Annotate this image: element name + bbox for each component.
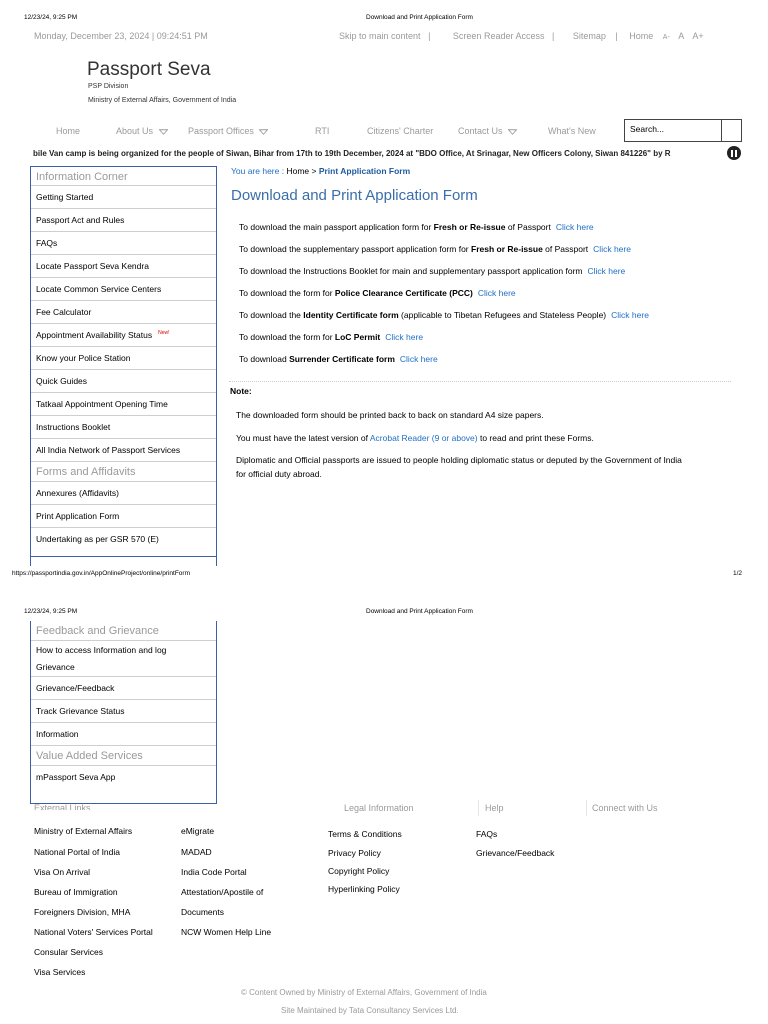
footer-link-attestation-cont[interactable]: Documents <box>181 907 224 917</box>
sidebar-item-quick-guides[interactable]: Quick Guides <box>31 370 216 393</box>
pause-icon[interactable] <box>727 146 741 160</box>
row-text: To download the main passport application form for <box>239 222 434 232</box>
download-row <box>239 288 516 298</box>
click-here-link[interactable]: Click here <box>593 244 631 254</box>
footer-link-grievance[interactable]: Grievance/Feedback <box>476 848 555 858</box>
footer-link-foreigners-division[interactable]: Foreigners Division, MHA <box>34 907 131 917</box>
nav-passport-offices[interactable] <box>188 126 268 136</box>
nav-contact-label: Contact Us <box>458 126 503 136</box>
copyright-text: © Content Owned by Ministry of External Affairs, Government of India <box>241 988 487 997</box>
footer-link-faqs[interactable]: FAQs <box>476 829 498 839</box>
sidebar-item-track-grievance[interactable]: Track Grievance Status <box>31 700 216 723</box>
search-button[interactable] <box>722 119 742 142</box>
sidebar-item-mpassport[interactable]: mPassport Seva App <box>36 772 116 782</box>
sidebar-item-label: Grievance <box>36 662 75 672</box>
footer-link-attestation[interactable]: Attestation/Apostile of <box>181 887 264 897</box>
nav-about-us[interactable] <box>116 126 168 136</box>
download-row <box>239 244 631 254</box>
sidebar-item-network[interactable]: All India Network of Passport Services <box>31 439 216 462</box>
sitemap-link[interactable]: Sitemap <box>572 31 606 41</box>
print-datetime: 12/23/24, 9:25 PM <box>24 608 78 615</box>
top-utility-links <box>339 31 704 41</box>
breadcrumb-home[interactable]: Home <box>286 166 310 176</box>
note-heading: Note: <box>230 386 252 396</box>
row-text: To download the <box>239 310 304 320</box>
separator: | <box>428 31 431 41</box>
footer-link-mea[interactable]: Ministry of External Affairs <box>34 826 133 836</box>
sidebar-item-passport-act[interactable]: Passport Act and Rules <box>31 209 216 232</box>
breadcrumb <box>231 166 410 176</box>
footer-link-consular[interactable]: Consular Services <box>34 947 103 957</box>
row-bold: Police Clearance Certificate (PCC) <box>334 288 473 298</box>
note-a4-paper: The downloaded form should be printed back to back on standard A4 size papers. <box>236 410 544 420</box>
chevron-down-icon <box>508 129 517 135</box>
row-text: (applicable to Tibetan Refugees and Stateless People) <box>398 310 607 320</box>
footer-link-emigrate[interactable]: eMigrate <box>181 826 215 836</box>
ministry-name: Ministry of External Affairs, Government of India <box>88 97 237 104</box>
footer-heading-external: External Links <box>34 803 91 810</box>
footer-link-copyright[interactable]: Copyright Policy <box>328 866 390 876</box>
footer-link-voters-portal[interactable]: National Voters' Services Portal <box>34 927 153 937</box>
footer-link-immigration[interactable]: Bureau of Immigration <box>34 887 118 897</box>
breadcrumb-prefix: You are here : <box>231 166 287 176</box>
new-badge: New! <box>158 330 170 336</box>
sidebar-information-corner <box>30 166 217 566</box>
home-top-link[interactable]: Home <box>629 31 654 41</box>
click-here-link[interactable]: Click here <box>385 332 424 342</box>
footer-link-visa-services[interactable]: Visa Services <box>34 967 86 977</box>
row-text: To download the Instructions Booklet for main and supplementary passport application form <box>239 266 583 276</box>
sidebar-item-information[interactable]: Information <box>31 723 216 746</box>
separator: | <box>551 31 555 41</box>
row-text: To download <box>239 354 290 364</box>
download-row <box>239 222 594 232</box>
nav-contact-us[interactable] <box>458 126 517 136</box>
sidebar-item-grievance-feedback[interactable]: Grievance/Feedback <box>31 677 216 700</box>
sidebar-item-label: Appointment Availability Status <box>36 330 153 340</box>
nav-rti[interactable]: RTI <box>315 126 330 136</box>
sidebar-item-annexures[interactable]: Annexures (Affidavits) <box>31 482 216 505</box>
print-doc-title: Download and Print Application Form <box>366 14 473 21</box>
click-here-link[interactable]: Click here <box>555 222 594 232</box>
footer-column-divider <box>586 800 587 816</box>
footer-link-terms[interactable]: Terms & Conditions <box>328 829 402 839</box>
sidebar-item-undertaking[interactable]: Undertaking as per GSR 570 (E) <box>36 534 159 544</box>
breadcrumb-sep: > <box>309 166 319 176</box>
chevron-down-icon <box>259 129 268 135</box>
row-bold: Identity Certificate form <box>303 310 399 320</box>
download-row <box>239 266 625 276</box>
click-here-link[interactable]: Click here <box>611 310 649 320</box>
row-text: of Passport <box>505 222 551 232</box>
row-bold: Fresh or Re-issue <box>433 222 506 232</box>
nav-home[interactable]: Home <box>56 126 81 136</box>
divider <box>229 381 731 382</box>
sidebar-item-instructions-booklet[interactable]: Instructions Booklet <box>31 416 216 439</box>
footer-link-madad[interactable]: MADAD <box>181 847 212 857</box>
date-clock: Monday, December 23, 2024 | 09:24:51 PM <box>34 31 208 41</box>
separator: | <box>615 31 618 41</box>
search-input[interactable]: Search... <box>624 119 722 142</box>
sidebar-heading-value-added: Value Added Services <box>31 746 216 766</box>
news-ticker: bile Van camp is being organized for the people of Siwan, Bihar from 17th to 19th December, 2024 at "BDO Office, At Srinagar, New Officers Colony, Siwan 841226" by R <box>33 149 671 158</box>
footer-column-divider <box>478 800 479 816</box>
chevron-down-icon <box>159 129 168 135</box>
footer-link-visa-on-arrival[interactable]: Visa On Arrival <box>34 867 91 877</box>
division-name: PSP Division <box>88 83 129 90</box>
footer-link-national-portal[interactable]: National Portal of India <box>34 847 120 857</box>
row-bold: Fresh or Re-issue <box>471 244 543 254</box>
acrobat-reader-link[interactable]: Acrobat Reader (9 or above) <box>369 433 478 443</box>
sidebar-heading-forms: Forms and Affidavits <box>31 462 216 482</box>
footer-heading-legal: Legal Information <box>344 803 414 813</box>
sidebar-heading-feedback: Feedback and Grievance <box>31 621 216 641</box>
sidebar-divider <box>30 556 217 557</box>
sidebar-item-print-form[interactable]: Print Application Form <box>31 505 216 528</box>
font-decrease-button[interactable]: A- <box>662 34 670 41</box>
click-here-link[interactable]: Click here <box>399 354 438 364</box>
font-increase-button[interactable]: A+ <box>692 31 704 41</box>
page-title: Download and Print Application Form <box>231 187 478 204</box>
breadcrumb-current: Print Application Form <box>318 166 411 176</box>
footer-link-hyperlinking[interactable]: Hyperlinking Policy <box>328 884 400 894</box>
click-here-link[interactable]: Click here <box>587 266 626 276</box>
row-bold: LoC Permit <box>334 332 381 342</box>
download-row <box>239 332 423 342</box>
footer-link-india-code[interactable]: India Code Portal <box>181 867 247 877</box>
font-normal-button[interactable]: A <box>678 31 684 41</box>
row-text: To download the form for <box>239 332 335 342</box>
sidebar-item-tatkaal-time[interactable]: Tatkaal Appointment Opening Time <box>31 393 216 416</box>
sidebar-item-getting-started[interactable]: Getting Started <box>31 186 216 209</box>
note-acrobat <box>236 433 594 443</box>
row-text: of Passport <box>542 244 589 254</box>
maintained-by-text: Site Maintained by Tata Consultancy Services Ltd. <box>281 1006 459 1015</box>
sidebar-item-access-information[interactable] <box>31 641 216 677</box>
skip-to-main-link[interactable]: Skip to main content <box>339 31 421 41</box>
print-page-number: 1/2 <box>733 570 743 577</box>
sidebar-feedback <box>30 621 217 804</box>
row-text: To download the supplementary passport application form for <box>239 244 471 254</box>
footer-link-privacy[interactable]: Privacy Policy <box>328 848 381 858</box>
row-text: To download the form for <box>239 288 335 298</box>
sidebar-item-locate-psk[interactable]: Locate Passport Seva Kendra <box>31 255 216 278</box>
footer-heading-help: Help <box>485 803 504 813</box>
nav-whats-new[interactable]: What's New <box>548 126 596 136</box>
sidebar-item-fee-calculator[interactable]: Fee Calculator <box>31 301 216 324</box>
footer-heading-connect: Connect with Us <box>592 803 658 813</box>
print-datetime: 12/23/24, 9:25 PM <box>24 14 78 21</box>
click-here-link[interactable]: Click here <box>477 288 516 298</box>
sidebar-item-appointment-availability[interactable] <box>31 324 216 347</box>
note-text: to read and print these Forms. <box>477 433 594 443</box>
sidebar-heading-information: Information Corner <box>31 167 216 186</box>
nav-citizens-charter[interactable]: Citizens' Charter <box>367 126 434 136</box>
nav-offices-label: Passport Offices <box>188 126 254 136</box>
sidebar-item-label: How to access Information and log <box>36 645 167 655</box>
row-bold: Surrender Certificate form <box>289 354 395 364</box>
download-row <box>239 354 438 364</box>
note-diplomatic-line1: Diplomatic and Official passports are issued to people holding diplomatic status or deputed by the Government of India <box>236 455 682 465</box>
note-diplomatic-line2: for official duty abroad. <box>236 469 322 479</box>
footer-link-ncw[interactable]: NCW Women Help Line <box>181 927 272 937</box>
screen-reader-link[interactable]: Screen Reader Access <box>452 31 545 41</box>
sidebar-item-locate-csc[interactable]: Locate Common Service Centers <box>31 278 216 301</box>
print-url: https://passportindia.gov.in/AppOnlineProject/online/printForm <box>12 570 191 577</box>
sidebar-item-faqs[interactable]: FAQs <box>31 232 216 255</box>
print-doc-title: Download and Print Application Form <box>366 608 473 615</box>
site-title[interactable]: Passport Seva <box>87 59 211 80</box>
sidebar-item-police-station[interactable]: Know your Police Station <box>31 347 216 370</box>
download-row <box>239 310 649 320</box>
note-text: You must have the latest version of <box>236 433 370 443</box>
nav-about-label: About Us <box>116 126 154 136</box>
